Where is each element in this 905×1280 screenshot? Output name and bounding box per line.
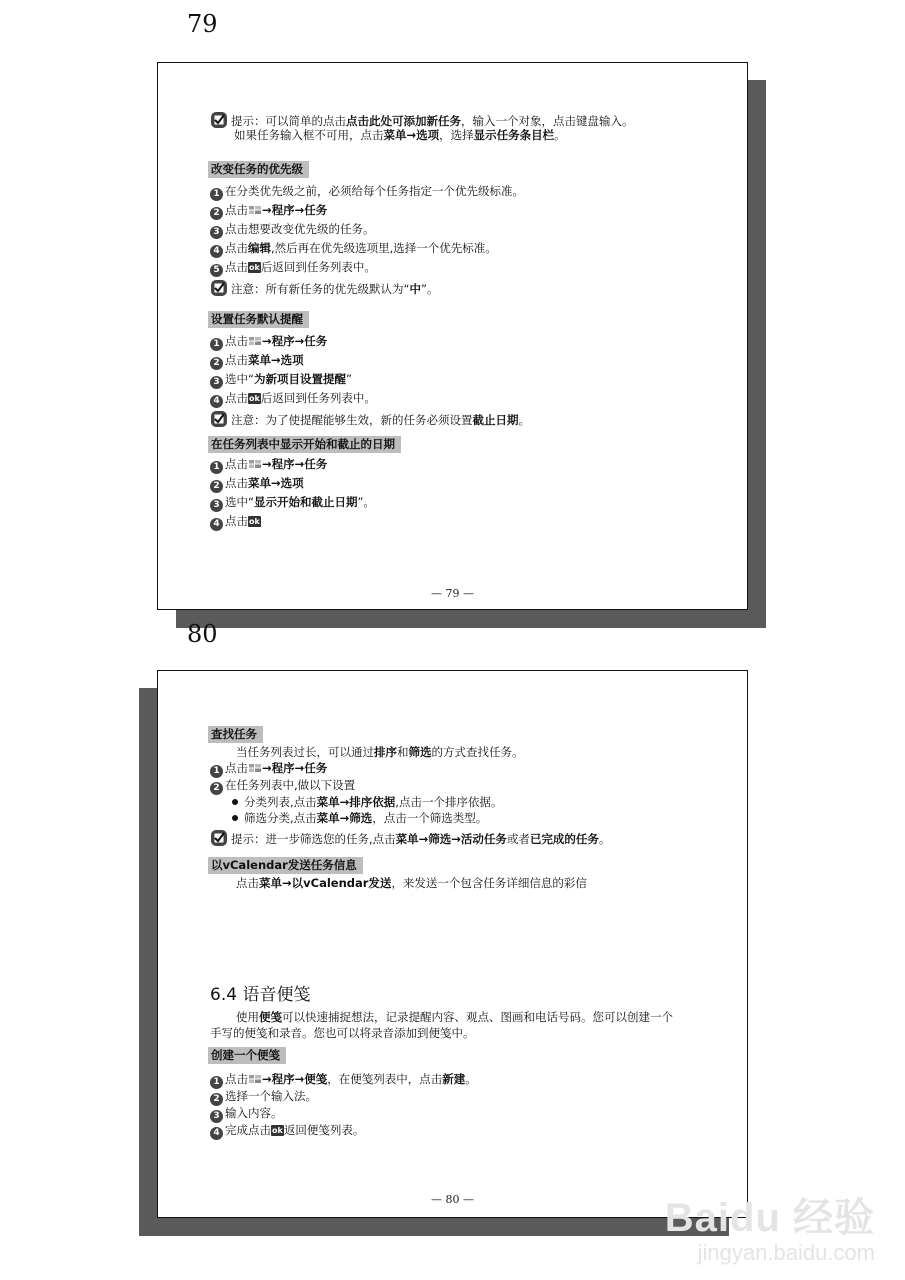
note: 注意：为了使提醒能够生效，新的任务必须设置截止日期。 — [210, 410, 707, 429]
checkbox-note-icon — [210, 829, 228, 847]
section-heading: 查找任务 — [208, 726, 263, 743]
section-heading: 以vCalendar发送任务信息 — [208, 857, 363, 874]
note: 注意：所有新任务的优先级默认为“中”。 — [210, 279, 707, 298]
list-item: 4 完成点击ok返回便笺列表。 — [210, 1121, 707, 1140]
watermark — [665, 1196, 875, 1266]
watermark-url: jingyan.baidu.com — [697, 1240, 875, 1265]
list-item: 1 点击 →程序→任务 — [210, 332, 707, 351]
list-item: 3 点击想要改变优先级的任务。 — [210, 220, 707, 239]
section-title: 6.4 语音便笺 — [210, 985, 311, 1005]
tip-line-1: 提示：可以简单的点击点击此处可添加新任务，输入一个对象，点击键盘输入。 — [210, 111, 707, 130]
bullet-item: 筛选分类,点击菜单→筛选，点击一个筛选类型。 — [210, 809, 707, 827]
bullet-icon — [232, 815, 238, 821]
windows-start-icon — [248, 205, 262, 215]
paragraph: 当任务列表过长，可以通过排序和筛选的方式查找任务。 — [236, 745, 524, 759]
list-item: 3 选中“显示开始和截止日期”。 — [210, 493, 707, 512]
list-item: 4 点击编辑,然后再在优先级选项里,选择一个优先标准。 — [210, 239, 707, 258]
ok-icon: ok — [249, 517, 260, 526]
list-item: 2 在任务列表中,做以下设置 — [210, 776, 707, 795]
bullet-icon — [232, 799, 238, 805]
checkbox-note-icon — [210, 410, 228, 428]
page-number-79: 79 — [187, 10, 218, 38]
paragraph: 点击菜单→以vCalendar发送，来发送一个包含任务详细信息的彩信 — [236, 876, 587, 890]
list-item: 1 在分类优先级之前，必须给每个任务指定一个优先级标准。 — [210, 182, 707, 201]
list-item: 1 点击 →程序→任务 — [210, 759, 707, 778]
page-80 — [157, 670, 748, 1218]
page-79 — [157, 62, 748, 610]
windows-start-icon — [248, 1074, 262, 1084]
windows-start-icon — [248, 763, 262, 773]
section-heading: 改变任务的优先级 — [208, 161, 309, 178]
ok-icon: ok — [249, 394, 260, 403]
list-item: 3 输入内容。 — [210, 1104, 707, 1123]
page-footer: — 79 — — [431, 587, 474, 600]
tip: 提示：进一步筛选您的任务,点击菜单→筛选→活动任务或者已完成的任务。 — [210, 829, 707, 848]
windows-start-icon — [248, 459, 262, 469]
list-item: 2 点击菜单→选项 — [210, 474, 707, 493]
checkbox-note-icon — [210, 111, 228, 129]
checkbox-note-icon — [210, 279, 228, 297]
list-item: 3 选中“为新项目设置提醒” — [210, 370, 707, 389]
list-item: 1 点击 →程序→任务 — [210, 455, 707, 474]
list-item: 2 选择一个输入法。 — [210, 1087, 707, 1106]
ok-icon: ok — [249, 263, 260, 272]
section-heading: 创建一个便笺 — [208, 1047, 286, 1064]
section-heading: 设置任务默认提醒 — [208, 311, 309, 328]
bullet-item: 分类列表,点击菜单→排序依据,点击一个排序依据。 — [210, 793, 707, 811]
paragraph: 手写的便笺和录音。您也可以将录音添加到便笺中。 — [210, 1026, 475, 1040]
tip-line-2: 如果任务输入框不可用，点击菜单→选项，选择显示任务条目栏。 — [234, 128, 566, 142]
list-item: 4 点击ok后返回到任务列表中。 — [210, 389, 707, 408]
page-number-80: 80 — [187, 620, 218, 648]
section-heading: 在任务列表中显示开始和截止的日期 — [208, 436, 401, 453]
list-item: 2 点击 →程序→任务 — [210, 201, 707, 220]
list-item: 5 点击ok后返回到任务列表中。 — [210, 258, 707, 277]
list-item: 1 点击 →程序→便笺，在便笺列表中，点击新建。 — [210, 1070, 707, 1089]
list-item: 4 点击ok — [210, 512, 707, 531]
list-item: 2 点击菜单→选项 — [210, 351, 707, 370]
ok-icon: ok — [272, 1126, 283, 1135]
windows-start-icon — [248, 336, 262, 346]
page-footer: — 80 — — [431, 1193, 474, 1206]
watermark-logo: Baidu 经验 — [664, 1196, 875, 1240]
paragraph: 使用便笺可以快速捕捉想法，记录提醒内容、观点、图画和电话号码。您可以创建一个 — [236, 1010, 673, 1024]
